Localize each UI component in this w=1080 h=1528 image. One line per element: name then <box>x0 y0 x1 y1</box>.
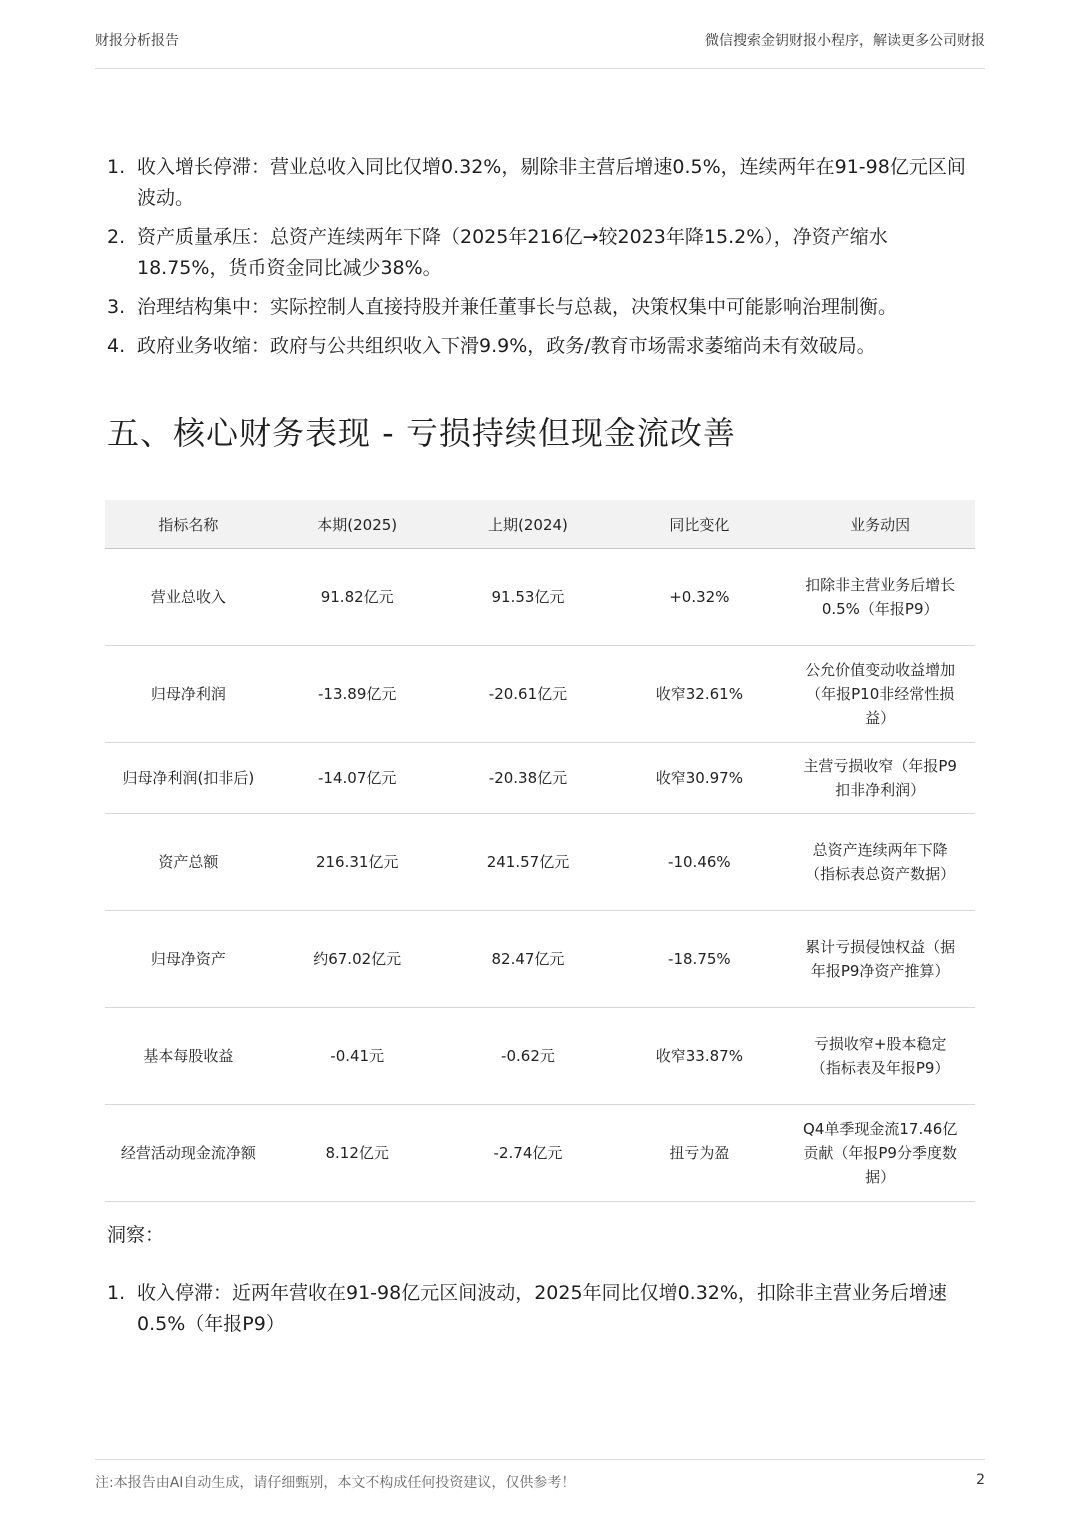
header-promo: 微信搜索金钥财报小程序，解读更多公司财报 <box>705 33 985 49</box>
table-cell: -0.62元 <box>443 1008 614 1105</box>
table-row <box>105 1105 975 1202</box>
table-cell: 91.82亿元 <box>272 549 443 646</box>
table-cell: 归母净利润(扣非后) <box>105 743 272 814</box>
table-cell: -10.46% <box>613 814 785 911</box>
table-row <box>105 911 975 1008</box>
column-header: 指标名称 <box>105 500 272 549</box>
table-cell: -20.38亿元 <box>443 743 614 814</box>
column-header: 本期(2025) <box>272 500 443 549</box>
table-cell: 总资产连续两年下降（指标表总资产数据） <box>785 814 975 911</box>
list-item <box>107 222 977 284</box>
table-cell: -20.61亿元 <box>443 646 614 743</box>
table-cell: -13.89亿元 <box>272 646 443 743</box>
list-text: 政府业务收缩：政府与公共组织收入下滑9.9%，政务/教育市场需求萎缩尚未有效破局。 <box>137 335 876 357</box>
list-item <box>107 1278 977 1340</box>
list-number: 4. <box>107 335 126 357</box>
table-cell: 累计亏损侵蚀权益（据年报P9净资产推算） <box>785 911 975 1008</box>
page-header <box>95 30 985 69</box>
table-row <box>105 814 975 911</box>
table-cell: 扣除非主营业务后增长0.5%（年报P9） <box>785 549 975 646</box>
list-item <box>107 331 977 362</box>
table-cell: 资产总额 <box>105 814 272 911</box>
table-cell: 公允价值变动收益增加（年报P10非经常性损益） <box>785 646 975 743</box>
list-text: 治理结构集中：实际控制人直接持股并兼任董事长与总裁，决策权集中可能影响治理制衡。 <box>137 296 898 318</box>
table-cell: 亏损收窄+股本稳定（指标表及年报P9） <box>785 1008 975 1105</box>
list-text: 收入停滞：近两年营收在91-98亿元区间波动，2025年同比仅增0.32%，扣除非主营业务后增速0.5%（年报P9） <box>137 1282 947 1335</box>
table-cell: 82.47亿元 <box>443 911 614 1008</box>
table-cell: 归母净利润 <box>105 646 272 743</box>
list-number: 1. <box>107 156 126 178</box>
table-cell: 8.12亿元 <box>272 1105 443 1202</box>
list-text: 资产质量承压：总资产连续两年下降（2025年216亿→较2023年降15.2%），净资产缩水18.75%，货币资金同比减少38%。 <box>137 226 888 279</box>
table-cell: -2.74亿元 <box>443 1105 614 1202</box>
table-cell: 归母净资产 <box>105 911 272 1008</box>
table-header-row <box>105 500 975 549</box>
financial-table <box>105 500 975 1202</box>
table-cell: 91.53亿元 <box>443 549 614 646</box>
table-row <box>105 646 975 743</box>
table-cell: 扭亏为盈 <box>613 1105 785 1202</box>
table-cell: 营业总收入 <box>105 549 272 646</box>
table-cell: -18.75% <box>613 911 785 1008</box>
table-cell: -0.41元 <box>272 1008 443 1105</box>
table-cell: 216.31亿元 <box>272 814 443 911</box>
header-title: 财报分析报告 <box>95 33 179 49</box>
column-header: 同比变化 <box>613 500 785 549</box>
risk-list <box>107 152 977 370</box>
table-cell: 241.57亿元 <box>443 814 614 911</box>
page-number: 2 <box>976 1472 985 1488</box>
table-cell: 收窄32.61% <box>613 646 785 743</box>
table-cell: 主营亏损收窄（年报P9扣非净利润） <box>785 743 975 814</box>
table-cell: 约67.02亿元 <box>272 911 443 1008</box>
table-row <box>105 549 975 646</box>
list-number: 3. <box>107 296 126 318</box>
list-number: 1. <box>107 1282 126 1304</box>
list-item <box>107 152 977 214</box>
section-heading: 五、核心财务表现 - 亏损持续但现金流改善 <box>107 414 736 452</box>
insight-heading: 洞察： <box>107 1224 165 1246</box>
table-cell: 收窄33.87% <box>613 1008 785 1105</box>
column-header: 上期(2024) <box>443 500 614 549</box>
insight-list <box>107 1278 977 1348</box>
table-cell: Q4单季现金流17.46亿贡献（年报P9分季度数据） <box>785 1105 975 1202</box>
column-header: 业务动因 <box>785 500 975 549</box>
table-row <box>105 1008 975 1105</box>
table-row <box>105 743 975 814</box>
page-footer <box>95 1459 985 1491</box>
disclaimer: 注:本报告由AI自动生成，请仔细甄别，本文不构成任何投资建议，仅供参考！ <box>95 1475 576 1491</box>
list-item <box>107 292 977 323</box>
table-cell: +0.32% <box>613 549 785 646</box>
table-cell: 经营活动现金流净额 <box>105 1105 272 1202</box>
list-text: 收入增长停滞：营业总收入同比仅增0.32%，剔除非主营后增速0.5%，连续两年在91-98亿元区间波动。 <box>137 156 966 209</box>
table-cell: 收窄30.97% <box>613 743 785 814</box>
list-number: 2. <box>107 226 126 248</box>
table-cell: 基本每股收益 <box>105 1008 272 1105</box>
table-cell: -14.07亿元 <box>272 743 443 814</box>
